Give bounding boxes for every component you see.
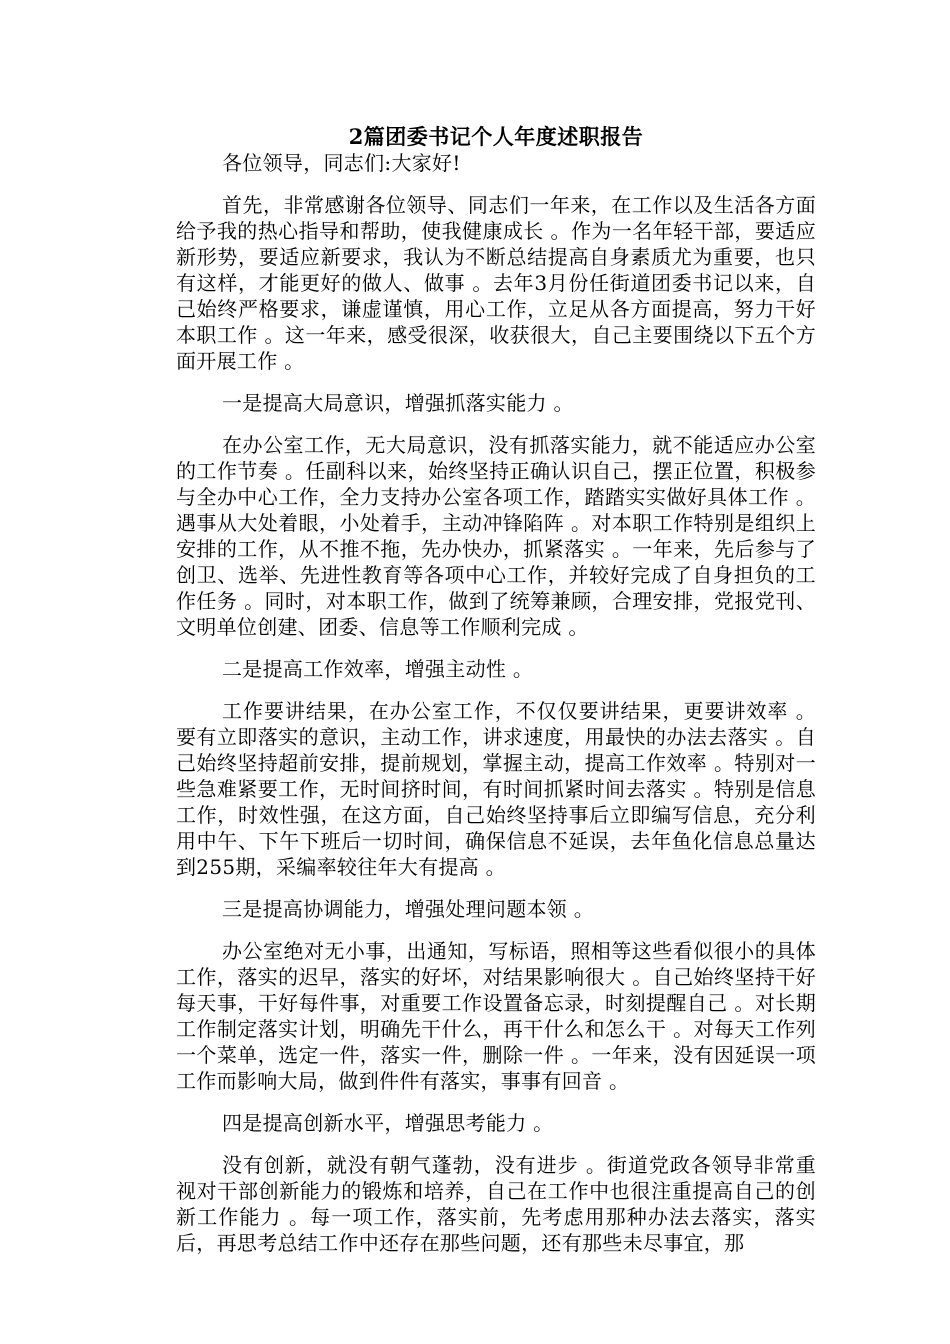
document-page [176, 124, 816, 1256]
body-paragraph-4: 没有创新，就没有朝气蓬勃，没有进步 。街道党政各领导非常重视对干部创新能力的锻炼和培养，自己在工作中也很注重提高自己的创新工作能力 。每一项工作，落实前，先考虑用那种办法去落实，落实后，再思考总结工作中还存在那些问题，还有那些未尽事宜，那 [176, 1153, 816, 1255]
greeting-paragraph: 各位领导，同志们:大家好! [222, 151, 461, 175]
body-paragraph-2: 工作要讲结果，在办公室工作，不仅仅要讲结果，更要讲效率 。要有立即落实的意识，主动工作，讲求速度，用最快的办法去落实 。自己始终坚持超前安排，提前规划，掌握主动，提高工作效率 。特别对一些急难紧要工作，无时间挤时间，有时间抓紧时间去落实 。特别是信息工作，时效性强，在这方面，自己始终坚持事后立即编写信息，充分利用中午、下午下班后一切时间，确保信息不延误，去年鱼化信息总量达到255期，采编率较往年大有提高 。 [176, 699, 816, 879]
section-heading-4: 四是提高创新水平，增强思考能力 。 [222, 1111, 554, 1135]
section-heading-3: 三是提高协调能力，增强处理问题本领 。 [222, 897, 595, 921]
section-heading-1: 一是提高大局意识，增强抓落实能力 。 [222, 391, 574, 415]
document-title: 2篇团委书记个人年度述职报告 [348, 124, 644, 149]
body-paragraph-1: 在办公室工作，无大局意识，没有抓落实能力，就不能适应办公室的工作节奏 。任副科以来，始终坚持正确认识自己，摆正位置，积极参与全办中心工作，全力支持办公室各项工作，踏踏实实做好具体工作 。遇事从大处着眼，小处着手，主动冲锋陷阵 。对本职工作特别是组织上安排的工作，从不推不拖，先办快办，抓紧落实 。一年来，先后参与了创卫、选举、先进性教育等各项中心工作，并较好完成了自身担负的工作任务 。同时，对本职工作，做到了统筹兼顾，合理安排，党报党刊、文明单位创建、团委、信息等工作顺利完成 。 [176, 433, 816, 639]
body-paragraph-3: 办公室绝对无小事，出通知，写标语，照相等这些看似很小的具体工作，落实的迟早，落实的好坏，对结果影响很大 。自己始终坚持干好每天事，干好每件事，对重要工作设置备忘录，时刻提醒自己 。对长期工作制定落实计划，明确先干什么，再干什么和怎么干 。对每天工作列一个菜单，选定一件，落实一件，删除一件 。一年来，没有因延误一项工作而影响大局，做到件件有落实，事事有回音 。 [176, 939, 816, 1093]
section-heading-2: 二是提高工作效率，增强主动性 。 [222, 657, 534, 681]
intro-paragraph: 首先，非常感谢各位领导、同志们一年来，在工作以及生活各方面给予我的热心指导和帮助，使我健康成长 。作为一名年轻干部，要适应新形势，要适应新要求，我认为不断总结提高自身素质尤为重要，也只有这样，才能更好的做人、做事 。去年3月份任街道团委书记以来，自己始终严格要求，谦虚谨慎，用心工作，立足从各方面提高，努力干好本职工作 。这一年来，感受很深，收获很大，自己主要围绕以下五个方面开展工作 。 [176, 193, 816, 373]
